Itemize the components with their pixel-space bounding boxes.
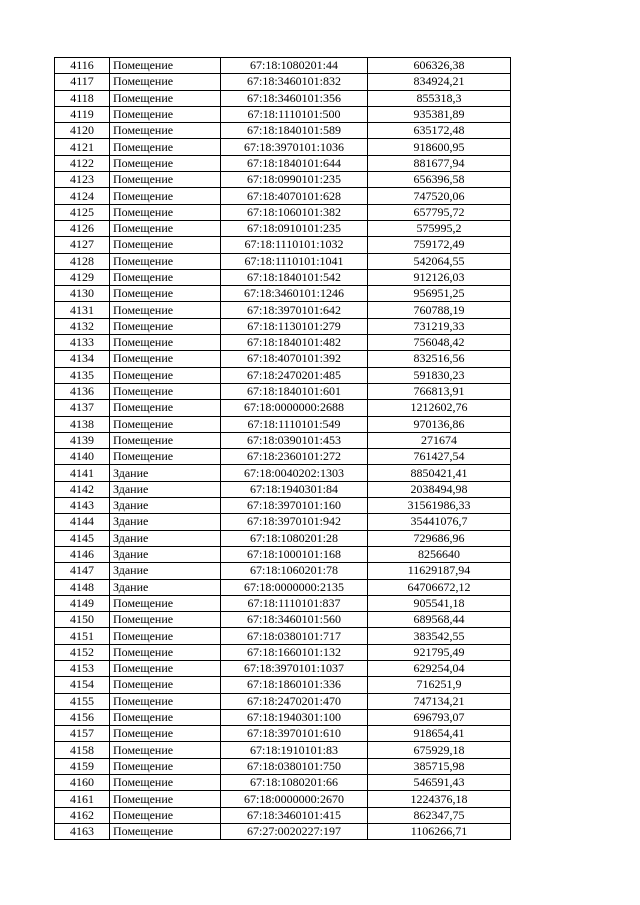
object-type-cell: Помещение [110, 269, 221, 285]
object-type-cell: Помещение [110, 318, 221, 334]
cadastral-value-cell: 747134,21 [368, 693, 511, 709]
cadastral-value-cell: 759172,49 [368, 237, 511, 253]
object-type-cell: Помещение [110, 449, 221, 465]
cadastral-number-cell: 67:18:0380101:750 [221, 758, 368, 774]
table-row [55, 726, 511, 742]
table-row [55, 709, 511, 725]
object-type-cell: Помещение [110, 791, 221, 807]
table-row [55, 123, 511, 139]
object-type-cell: Здание [110, 481, 221, 497]
row-number-cell: 4120 [55, 123, 110, 139]
cadastral-value-cell: 385715,98 [368, 758, 511, 774]
row-number-cell: 4160 [55, 775, 110, 791]
object-type-cell: Помещение [110, 742, 221, 758]
property-registry-table [54, 57, 511, 840]
object-type-cell: Здание [110, 546, 221, 562]
row-number-cell: 4159 [55, 758, 110, 774]
cadastral-number-cell: 67:18:3460101:356 [221, 90, 368, 106]
table-row [55, 269, 511, 285]
cadastral-number-cell: 67:18:3460101:415 [221, 807, 368, 823]
table-row [55, 449, 511, 465]
row-number-cell: 4128 [55, 253, 110, 269]
table-row [55, 530, 511, 546]
cadastral-number-cell: 67:18:1940301:84 [221, 481, 368, 497]
cadastral-value-cell: 921795,49 [368, 644, 511, 660]
row-number-cell: 4122 [55, 155, 110, 171]
cadastral-number-cell: 67:18:1910101:83 [221, 742, 368, 758]
object-type-cell: Помещение [110, 400, 221, 416]
cadastral-value-cell: 696793,07 [368, 709, 511, 725]
object-type-cell: Помещение [110, 612, 221, 628]
cadastral-number-cell: 67:18:1110101:1032 [221, 237, 368, 253]
table-row [55, 595, 511, 611]
row-number-cell: 4158 [55, 742, 110, 758]
cadastral-value-cell: 1224376,18 [368, 791, 511, 807]
row-number-cell: 4142 [55, 481, 110, 497]
cadastral-value-cell: 1106266,71 [368, 823, 511, 839]
table-row [55, 74, 511, 90]
cadastral-number-cell: 67:18:1000101:168 [221, 546, 368, 562]
table-row [55, 106, 511, 122]
cadastral-value-cell: 542064,55 [368, 253, 511, 269]
cadastral-value-cell: 855318,3 [368, 90, 511, 106]
object-type-cell: Помещение [110, 628, 221, 644]
cadastral-number-cell: 67:18:1110101:549 [221, 416, 368, 432]
row-number-cell: 4136 [55, 383, 110, 399]
row-number-cell: 4154 [55, 677, 110, 693]
object-type-cell: Помещение [110, 188, 221, 204]
table-row [55, 90, 511, 106]
table-row [55, 318, 511, 334]
table-row [55, 335, 511, 351]
table-row [55, 677, 511, 693]
table-row [55, 204, 511, 220]
cadastral-number-cell: 67:18:1080201:66 [221, 775, 368, 791]
cadastral-number-cell: 67:18:3970101:642 [221, 302, 368, 318]
cadastral-value-cell: 716251,9 [368, 677, 511, 693]
row-number-cell: 4139 [55, 432, 110, 448]
object-type-cell: Помещение [110, 644, 221, 660]
table-row [55, 286, 511, 302]
cadastral-number-cell: 67:27:0020227:197 [221, 823, 368, 839]
row-number-cell: 4144 [55, 514, 110, 530]
object-type-cell: Помещение [110, 595, 221, 611]
cadastral-number-cell: 67:18:3460101:560 [221, 612, 368, 628]
row-number-cell: 4156 [55, 709, 110, 725]
cadastral-value-cell: 881677,94 [368, 155, 511, 171]
cadastral-value-cell: 729686,96 [368, 530, 511, 546]
cadastral-value-cell: 656396,58 [368, 172, 511, 188]
table-row [55, 302, 511, 318]
object-type-cell: Помещение [110, 758, 221, 774]
table-row [55, 465, 511, 481]
row-number-cell: 4125 [55, 204, 110, 220]
cadastral-number-cell: 67:18:3460101:832 [221, 74, 368, 90]
row-number-cell: 4117 [55, 74, 110, 90]
object-type-cell: Помещение [110, 383, 221, 399]
object-type-cell: Помещение [110, 155, 221, 171]
row-number-cell: 4143 [55, 498, 110, 514]
row-number-cell: 4146 [55, 546, 110, 562]
row-number-cell: 4118 [55, 90, 110, 106]
object-type-cell: Помещение [110, 709, 221, 725]
cadastral-value-cell: 591830,23 [368, 367, 511, 383]
object-type-cell: Помещение [110, 172, 221, 188]
table-row [55, 139, 511, 155]
object-type-cell: Помещение [110, 367, 221, 383]
row-number-cell: 4145 [55, 530, 110, 546]
object-type-cell: Помещение [110, 807, 221, 823]
table-row [55, 612, 511, 628]
object-type-cell: Помещение [110, 123, 221, 139]
cadastral-number-cell: 67:18:1130101:279 [221, 318, 368, 334]
cadastral-number-cell: 67:18:3970101:1036 [221, 139, 368, 155]
row-number-cell: 4150 [55, 612, 110, 628]
row-number-cell: 4133 [55, 335, 110, 351]
object-type-cell: Помещение [110, 351, 221, 367]
table-row [55, 823, 511, 839]
cadastral-value-cell: 657795,72 [368, 204, 511, 220]
row-number-cell: 4137 [55, 400, 110, 416]
cadastral-number-cell: 67:18:3970101:942 [221, 514, 368, 530]
table-row [55, 383, 511, 399]
row-number-cell: 4141 [55, 465, 110, 481]
table-row [55, 546, 511, 562]
cadastral-number-cell: 67:18:2360101:272 [221, 449, 368, 465]
object-type-cell: Здание [110, 514, 221, 530]
cadastral-value-cell: 635172,48 [368, 123, 511, 139]
table-row [55, 498, 511, 514]
cadastral-value-cell: 905541,18 [368, 595, 511, 611]
object-type-cell: Здание [110, 563, 221, 579]
object-type-cell: Помещение [110, 432, 221, 448]
object-type-cell: Помещение [110, 90, 221, 106]
row-number-cell: 4119 [55, 106, 110, 122]
row-number-cell: 4127 [55, 237, 110, 253]
table-row [55, 579, 511, 595]
cadastral-value-cell: 918654,41 [368, 726, 511, 742]
row-number-cell: 4161 [55, 791, 110, 807]
object-type-cell: Помещение [110, 74, 221, 90]
row-number-cell: 4130 [55, 286, 110, 302]
table-row [55, 400, 511, 416]
cadastral-value-cell: 1212602,76 [368, 400, 511, 416]
table-row [55, 791, 511, 807]
row-number-cell: 4135 [55, 367, 110, 383]
cadastral-number-cell: 67:18:3970101:1037 [221, 660, 368, 676]
cadastral-number-cell: 67:18:1860101:336 [221, 677, 368, 693]
table-row [55, 693, 511, 709]
row-number-cell: 4123 [55, 172, 110, 188]
cadastral-number-cell: 67:18:1840101:482 [221, 335, 368, 351]
table-row [55, 253, 511, 269]
cadastral-number-cell: 67:18:1940301:100 [221, 709, 368, 725]
table-row [55, 660, 511, 676]
table-row [55, 155, 511, 171]
cadastral-value-cell: 834924,21 [368, 74, 511, 90]
cadastral-value-cell: 956951,25 [368, 286, 511, 302]
cadastral-number-cell: 67:18:1840101:644 [221, 155, 368, 171]
table-row [55, 351, 511, 367]
registry-table-body [55, 58, 511, 840]
cadastral-value-cell: 383542,55 [368, 628, 511, 644]
cadastral-number-cell: 67:18:1660101:132 [221, 644, 368, 660]
object-type-cell: Помещение [110, 823, 221, 839]
cadastral-number-cell: 67:18:0000000:2670 [221, 791, 368, 807]
row-number-cell: 4116 [55, 58, 110, 74]
cadastral-number-cell: 67:18:1080201:44 [221, 58, 368, 74]
table-row [55, 807, 511, 823]
object-type-cell: Помещение [110, 726, 221, 742]
table-row [55, 563, 511, 579]
cadastral-number-cell: 67:18:0910101:235 [221, 220, 368, 236]
row-number-cell: 4132 [55, 318, 110, 334]
object-type-cell: Здание [110, 465, 221, 481]
table-row [55, 644, 511, 660]
object-type-cell: Здание [110, 530, 221, 546]
cadastral-number-cell: 67:18:1110101:1041 [221, 253, 368, 269]
table-row [55, 481, 511, 497]
cadastral-number-cell: 67:18:3970101:160 [221, 498, 368, 514]
object-type-cell: Помещение [110, 220, 221, 236]
object-type-cell: Помещение [110, 237, 221, 253]
row-number-cell: 4140 [55, 449, 110, 465]
row-number-cell: 4151 [55, 628, 110, 644]
object-type-cell: Помещение [110, 204, 221, 220]
cadastral-value-cell: 8850421,41 [368, 465, 511, 481]
row-number-cell: 4152 [55, 644, 110, 660]
table-row [55, 172, 511, 188]
object-type-cell: Здание [110, 579, 221, 595]
cadastral-value-cell: 912126,03 [368, 269, 511, 285]
cadastral-number-cell: 67:18:1080201:28 [221, 530, 368, 546]
cadastral-number-cell: 67:18:1060101:382 [221, 204, 368, 220]
cadastral-value-cell: 35441076,7 [368, 514, 511, 530]
row-number-cell: 4162 [55, 807, 110, 823]
object-type-cell: Помещение [110, 58, 221, 74]
cadastral-number-cell: 67:18:3970101:610 [221, 726, 368, 742]
row-number-cell: 4138 [55, 416, 110, 432]
row-number-cell: 4129 [55, 269, 110, 285]
table-row [55, 367, 511, 383]
cadastral-value-cell: 761427,54 [368, 449, 511, 465]
cadastral-value-cell: 675929,18 [368, 742, 511, 758]
table-row [55, 237, 511, 253]
object-type-cell: Помещение [110, 335, 221, 351]
cadastral-number-cell: 67:18:4070101:628 [221, 188, 368, 204]
cadastral-value-cell: 918600,95 [368, 139, 511, 155]
cadastral-value-cell: 862347,75 [368, 807, 511, 823]
cadastral-number-cell: 67:18:0040202:1303 [221, 465, 368, 481]
table-row [55, 758, 511, 774]
cadastral-value-cell: 970136,86 [368, 416, 511, 432]
object-type-cell: Помещение [110, 775, 221, 791]
cadastral-value-cell: 31561986,33 [368, 498, 511, 514]
table-row [55, 742, 511, 758]
cadastral-number-cell: 67:18:1840101:589 [221, 123, 368, 139]
object-type-cell: Помещение [110, 677, 221, 693]
object-type-cell: Помещение [110, 286, 221, 302]
cadastral-value-cell: 271674 [368, 432, 511, 448]
table-row [55, 416, 511, 432]
row-number-cell: 4121 [55, 139, 110, 155]
cadastral-number-cell: 67:18:0990101:235 [221, 172, 368, 188]
object-type-cell: Помещение [110, 302, 221, 318]
cadastral-number-cell: 67:18:2470201:485 [221, 367, 368, 383]
object-type-cell: Помещение [110, 253, 221, 269]
cadastral-value-cell: 689568,44 [368, 612, 511, 628]
object-type-cell: Помещение [110, 693, 221, 709]
row-number-cell: 4149 [55, 595, 110, 611]
object-type-cell: Помещение [110, 106, 221, 122]
cadastral-value-cell: 606326,38 [368, 58, 511, 74]
row-number-cell: 4134 [55, 351, 110, 367]
row-number-cell: 4124 [55, 188, 110, 204]
cadastral-number-cell: 67:18:0000000:2688 [221, 400, 368, 416]
cadastral-number-cell: 67:18:1110101:500 [221, 106, 368, 122]
row-number-cell: 4163 [55, 823, 110, 839]
row-number-cell: 4126 [55, 220, 110, 236]
cadastral-value-cell: 2038494,98 [368, 481, 511, 497]
table-row [55, 775, 511, 791]
row-number-cell: 4147 [55, 563, 110, 579]
object-type-cell: Здание [110, 498, 221, 514]
cadastral-number-cell: 67:18:4070101:392 [221, 351, 368, 367]
cadastral-value-cell: 629254,04 [368, 660, 511, 676]
row-number-cell: 4157 [55, 726, 110, 742]
table-row [55, 628, 511, 644]
cadastral-value-cell: 8256640 [368, 546, 511, 562]
cadastral-value-cell: 546591,43 [368, 775, 511, 791]
row-number-cell: 4155 [55, 693, 110, 709]
cadastral-value-cell: 64706672,12 [368, 579, 511, 595]
table-row [55, 514, 511, 530]
cadastral-value-cell: 731219,33 [368, 318, 511, 334]
cadastral-value-cell: 832516,56 [368, 351, 511, 367]
cadastral-number-cell: 67:18:1840101:542 [221, 269, 368, 285]
object-type-cell: Помещение [110, 660, 221, 676]
cadastral-number-cell: 67:18:0380101:717 [221, 628, 368, 644]
table-row [55, 220, 511, 236]
cadastral-number-cell: 67:18:2470201:470 [221, 693, 368, 709]
cadastral-value-cell: 766813,91 [368, 383, 511, 399]
table-row [55, 188, 511, 204]
table-row [55, 58, 511, 74]
row-number-cell: 4153 [55, 660, 110, 676]
row-number-cell: 4148 [55, 579, 110, 595]
cadastral-value-cell: 935381,89 [368, 106, 511, 122]
object-type-cell: Помещение [110, 139, 221, 155]
cadastral-value-cell: 747520,06 [368, 188, 511, 204]
object-type-cell: Помещение [110, 416, 221, 432]
cadastral-value-cell: 760788,19 [368, 302, 511, 318]
cadastral-value-cell: 756048,42 [368, 335, 511, 351]
cadastral-number-cell: 67:18:1060201:78 [221, 563, 368, 579]
cadastral-number-cell: 67:18:0000000:2135 [221, 579, 368, 595]
cadastral-number-cell: 67:18:1110101:837 [221, 595, 368, 611]
cadastral-value-cell: 11629187,94 [368, 563, 511, 579]
row-number-cell: 4131 [55, 302, 110, 318]
table-row [55, 432, 511, 448]
cadastral-number-cell: 67:18:1840101:601 [221, 383, 368, 399]
cadastral-value-cell: 575995,2 [368, 220, 511, 236]
cadastral-number-cell: 67:18:0390101:453 [221, 432, 368, 448]
cadastral-number-cell: 67:18:3460101:1246 [221, 286, 368, 302]
